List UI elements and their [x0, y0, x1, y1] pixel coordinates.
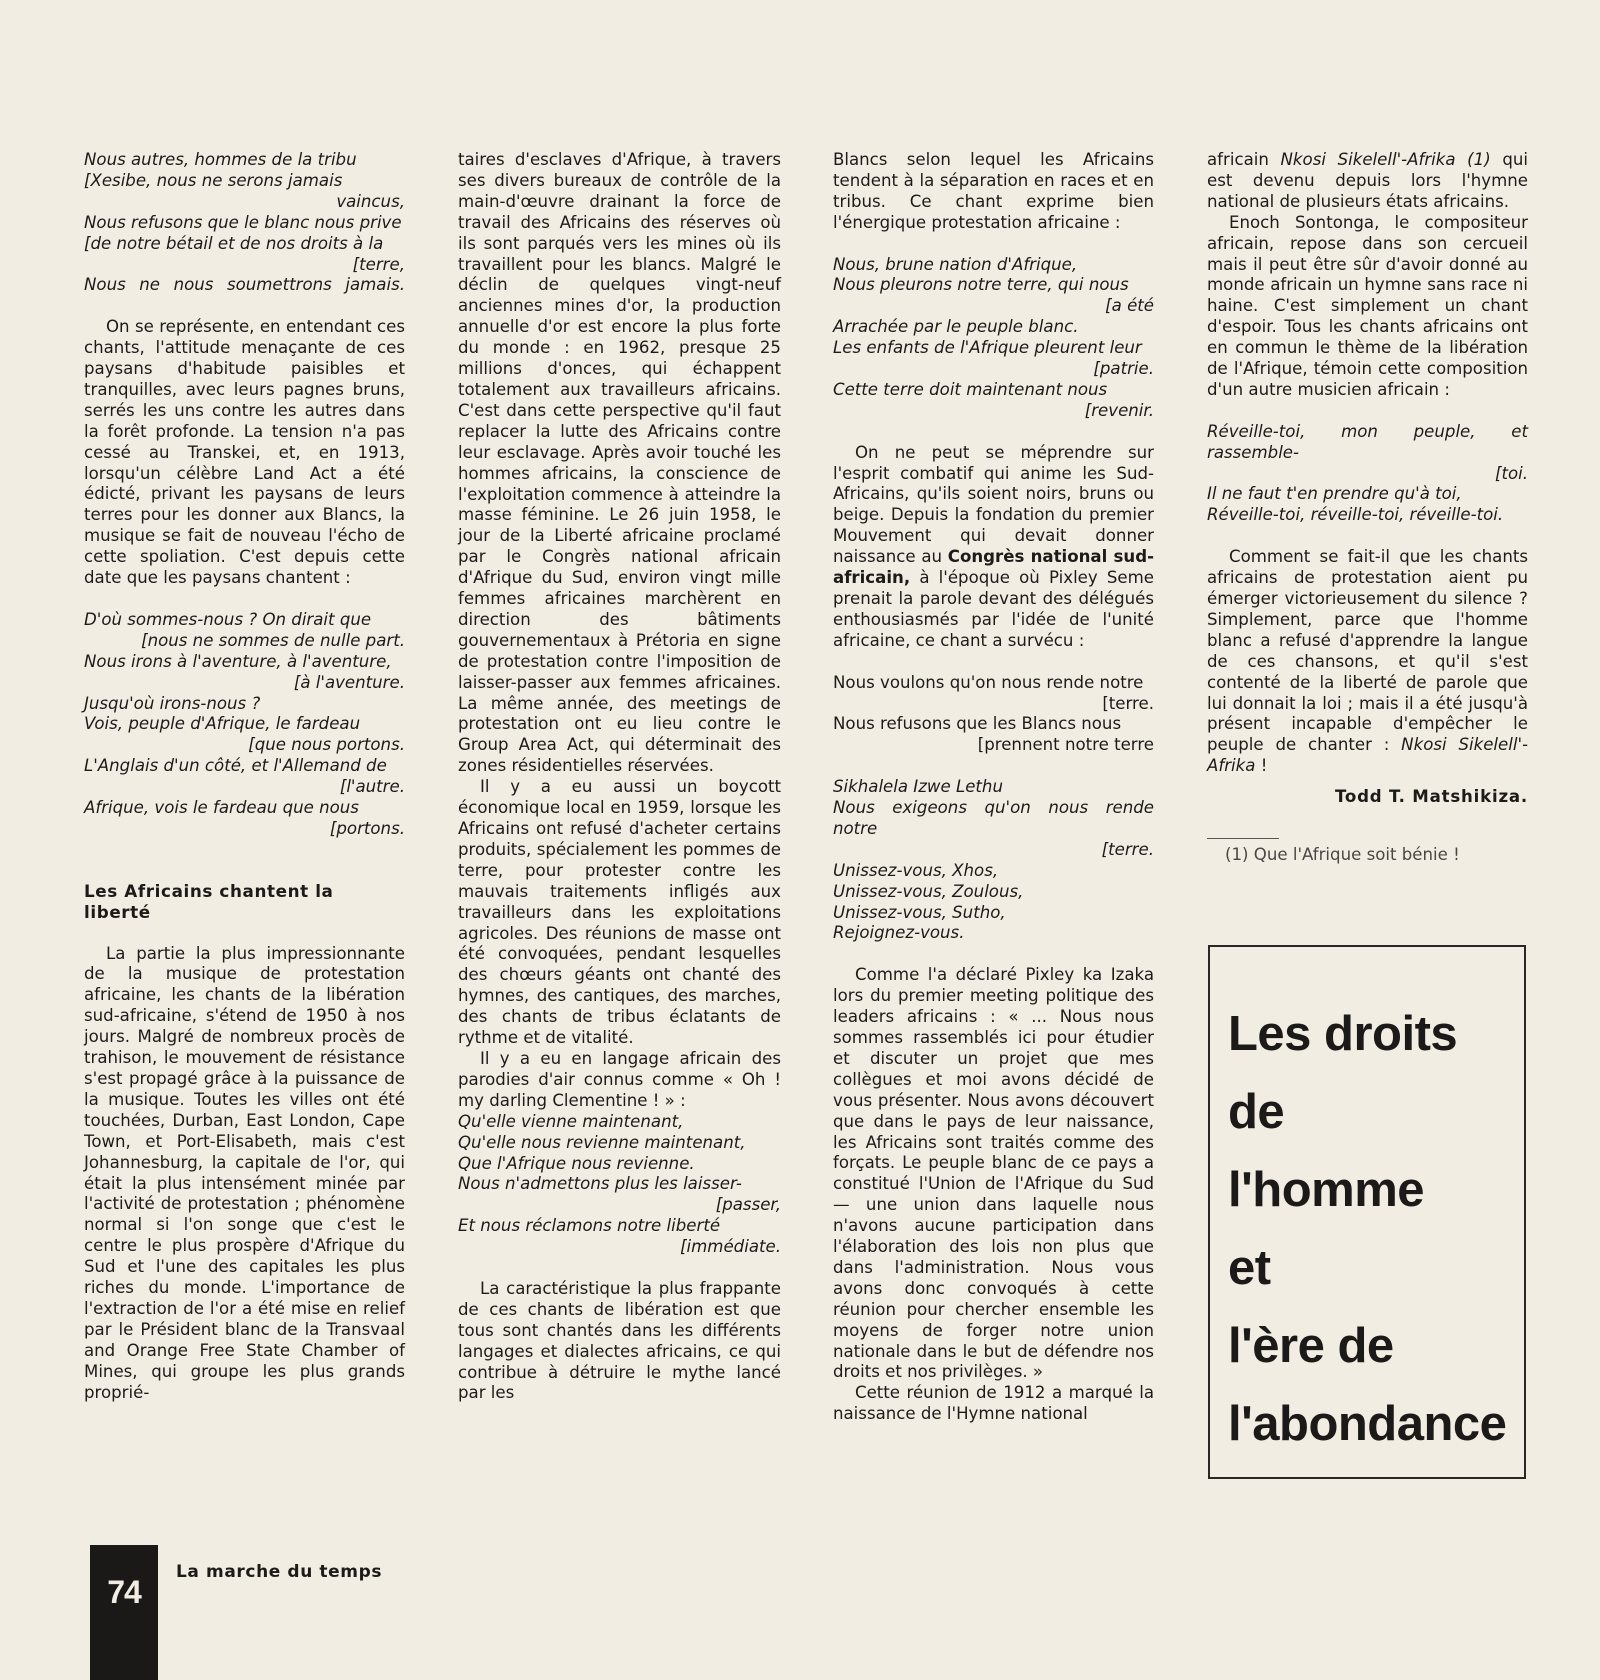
body-paragraph: On se représente, en entendant ces chants, l'attitude menaçante de ces paysans d'habitude paisibles et tranquilles, avec leurs pagnes bruns, serrés les uns contre les autres dans la forêt profonde. La tension n'a pas cessé au Transkei, et, en 1913, lorsqu'un célèbre Land Act a été édicté, privant les paysans de leurs terres pour les donner aux Blancs, la musique se fait de nouveau l'écho de cette spoliation. C'est depuis cette date que les paysans chantent :: [84, 317, 405, 588]
footnote: (1) Que l'Afrique soit bénie !: [1225, 845, 1460, 865]
verse-continuation: [passer,: [715, 1195, 781, 1215]
column-4: [1207, 150, 1528, 866]
body-paragraph: [1207, 150, 1528, 213]
verse-line: Nous pleurons notre terre, qui nous: [833, 275, 1129, 295]
verse-continuation: [toi.: [1494, 463, 1528, 483]
verse-continuation: [terre.: [1102, 693, 1154, 713]
text-run: à l'époque où Pixley Seme prenait la parole devant des délégués enthousiasmés par l'idée de l'unité africaine, ce chant a survécu :: [833, 568, 1154, 650]
anthem-title: Nkosi Sikelell'-Afrika: [1207, 735, 1528, 776]
body-paragraph: La caractéristique la plus frappante de ces chants de libération est que tous sont chantés dans les différents langages et dialectes africains, ce qui contribue à détruire le mythe lancé par les: [458, 1278, 781, 1403]
title-line: l'abondance: [1228, 1397, 1507, 1451]
article-title-box: [1208, 945, 1526, 1479]
article-title: [1228, 995, 1524, 1463]
verse-line: [Xesibe, nous ne serons jamais: [84, 170, 343, 190]
verse-line: Nous voulons qu'on nous rende notre: [833, 672, 1144, 692]
body-paragraph: taires d'esclaves d'Afrique, à travers ses divers bureaux de contrôle de la main-d'œuvre drainant la force de travail des Africains des réserves où ils sont parqués vers les mines où ils travaillent pour les blancs. Malgré le déclin de quelques vingt-neuf anciennes mines d'or, la production annuelle d'or est encore la plus forte du monde : en 1962, presque 25 millions d'onces, qui échappent totalement aux travailleurs africains. C'est dans cette perspective qu'il faut replacer la lutte des Africains contre leur esclavage. Après avoir touché les hommes africains, la conscience de l'exploitation commence à atteindre la masse féminine. Le 26 juin 1958, le jour de la Liberté africaine proclamé par le Congrès national africain d'Afrique du Sud, environ vingt mille femmes africaines marchèrent en direction des bâtiments gouvernementaux à Prétoria en signe de protestation contre l'imposition de laisser-passer aux femmes africaines. La même année, des meetings de protestation ont eu lieu contre le Group Area Act, qui déterminait des zones résidentielles réservées.: [458, 150, 781, 776]
poem-terre: [833, 673, 1154, 757]
verse-line: Nous n'admettons plus les laisser-: [458, 1174, 742, 1194]
text-run: Comment se fait-il que les chants africains de protestation aient pu émerger victorieusement du silence ? Simplement, parce que l'homme blanc a refusé d'apprendre la langue de ces chansons, et qu'il s'est contenté de la liberté de parole que lui donnait la loi ; mais il a été jusqu'à présent incapable d'empêcher le peuple de chanter :: [1207, 547, 1528, 755]
footnote-divider: [1207, 838, 1279, 839]
poem-reveille: [1207, 422, 1528, 527]
verse-line: Cette terre doit maintenant nous: [833, 379, 1108, 399]
body-paragraph: Il y a eu aussi un boycott économique local en 1959, lorsque les Africains ont refusé d'acheter certains produits, spécialement les pommes de terre, pour protester contre les mauvais traitements infligés aux travailleurs dans les exploitations agricoles. Des réunions de masse ont été convoquées, pendant lesquelles des chœurs géants ont chanté des hymnes, des cantiques, des marches, des chants de tribus éclatants de rythme et de vitalité.: [458, 777, 781, 1048]
verse-line: Unissez-vous, Sutho,: [833, 902, 1006, 922]
body-paragraph: [833, 443, 1154, 652]
verse-continuation: [à l'aventure.: [293, 672, 405, 692]
verse-continuation: vaincus,: [336, 191, 405, 211]
section-heading: Les Africains chantent la liberté: [84, 880, 334, 922]
column-1: [84, 150, 405, 1404]
verse-line: Unissez-vous, Xhos,: [833, 860, 999, 880]
verse-line: Nous exigeons qu'on nous rende notre: [833, 798, 1154, 838]
verse-continuation: [terre,: [352, 254, 405, 274]
verse-continuation: [que nous portons.: [248, 735, 405, 755]
emphasis-text: Congrès national sud-africain,: [833, 547, 1154, 588]
verse-continuation: [prennent notre terre: [977, 735, 1154, 755]
verse-line: Que l'Afrique nous revienne.: [458, 1153, 695, 1173]
poem-brune-nation: [833, 255, 1154, 422]
text-run: qui est devenu depuis lors l'hymne national de plusieurs états africains.: [1207, 150, 1528, 211]
verse-line: Sikhalela Izwe Lethu: [833, 777, 1003, 797]
verse-line: D'où sommes-nous ? On dirait que: [84, 609, 372, 629]
verse-line: Rejoignez-vous.: [833, 923, 965, 943]
verse-line: Nous irons à l'aventure, à l'aventure,: [84, 651, 392, 671]
verse-line: Qu'elle vienne maintenant,: [458, 1111, 684, 1131]
column-2: [458, 150, 781, 1404]
verse-line: Nous autres, hommes de la tribu: [84, 150, 357, 169]
body-paragraph: La partie la plus impressionnante de la musique de protestation africaine, les chants de la libération sud-africaine, s'étend de 1950 à nos jours. Malgré de nombreux procès de trahison, le mouvement de résistance s'est propagé grâce à la puissance de la musique. Toutes les villes ont été touchées, Durban, East London, Cape Town, et Port-Elisabeth, mais c'est Johannesburg, la capitale de l'or, qui était la plus intensément minée par l'activité de protestation ; phénomène normal si l'on songe que c'est le centre le plus prospère d'Afrique du Sud et l'une des capitales les plus riches du monde. L'importance de l'extraction de l'or a été mise en relief par le Président blanc de la Transvaal and Orange Free State Chamber of Mines, qui groupe les plus grands proprié-: [84, 943, 405, 1402]
verse-continuation: [patrie.: [1093, 359, 1154, 379]
verse-line: Qu'elle nous revienne maintenant,: [458, 1132, 746, 1152]
title-line: Les droits: [1228, 1007, 1458, 1061]
verse-line: Unissez-vous, Zoulous,: [833, 881, 1024, 901]
verse-continuation: [revenir.: [1084, 400, 1154, 420]
poem-sikhalela: [833, 777, 1154, 944]
verse-line: Jusqu'où irons-nous ?: [84, 693, 261, 713]
text-run: On ne peut se méprendre sur l'esprit combatif qui anime les Sud-Africains, qu'ils soient noirs, bruns ou beige. Depuis la fondation du premier Mouvement qui devait donner naissance au: [833, 442, 1154, 567]
verse-line: Et nous réclamons notre liberté: [458, 1216, 721, 1236]
running-footer-title: La marche du temps: [176, 1562, 383, 1582]
body-paragraph: Cette réunion de 1912 a marqué la naissance de l'Hymne national: [833, 1383, 1154, 1424]
verse-line: L'Anglais d'un côté, et l'Allemand de: [84, 756, 387, 776]
verse-line: Nous, brune nation d'Afrique,: [833, 254, 1078, 274]
title-line: l'ère de: [1228, 1319, 1394, 1373]
verse-line: Nous refusons que le blanc nous prive: [84, 212, 402, 232]
verse-continuation: [terre.: [1101, 839, 1154, 859]
page-number: 74: [107, 1574, 141, 1610]
body-paragraph: Enoch Sontonga, le compositeur africain, repose dans son cercueil mais il peut être sûr d'avoir donné au monde africain un hymne sans race ni haine. C'est simplement un chant d'espoir. Tous les chants africains ont en commun le thème de la libération de l'Afrique, témoin cette composition d'un autre musicien africain :: [1207, 212, 1528, 399]
body-paragraph: Il y a eu en langage africain des parodies d'air connus comme « Oh ! my darling Clementine ! » :: [458, 1048, 781, 1110]
verse-line: [de notre bétail et de nos droits à la: [84, 233, 384, 253]
poem-xesibe: [84, 150, 405, 296]
poem-aventure: [84, 610, 405, 840]
author-signature: Todd T. Matshikiza.: [1334, 787, 1528, 807]
verse-line: Nous ne nous soumettrons jamais.: [84, 275, 405, 295]
text-run: !: [1260, 756, 1268, 776]
verse-line: Afrique, vois le fardeau que nous: [84, 798, 359, 818]
verse-continuation: [immédiate.: [680, 1237, 781, 1257]
anthem-title: Nkosi Sikelell'-Afrika (1): [1280, 150, 1491, 169]
verse-continuation: [nous ne sommes de nulle part.: [141, 630, 405, 650]
title-line: et: [1228, 1241, 1271, 1295]
verse-line: Les enfants de l'Afrique pleurent leur: [833, 338, 1142, 358]
verse-continuation: [a été: [1105, 296, 1154, 316]
body-paragraph: Comme l'a déclaré Pixley ka Izaka lors du premier meeting politique des leaders africains : « ... Nous nous sommes rassemblés ici pour étudier et discuter un projet que mes collègues et moi avons décidé de vous présenter. Nous avons découvert que dans le pays de leur naissance, les Africains sont traités comme des forçats. Le peuple blanc de ce pays a constitué l'Union de l'Afrique du Sud — une union dans laquelle nous n'avons aucune participation dans l'élaboration des lois non plus que dans l'administration. Nous vous avons donc convoqués à cette réunion pour chercher ensemble les moyens de forger notre union nationale dans le but de défendre nos droits et nos privilèges. »: [833, 965, 1154, 1382]
column-3: [833, 150, 1154, 1425]
body-paragraph: [1207, 547, 1528, 777]
verse-continuation: [l'autre.: [339, 777, 405, 797]
body-paragraph: Blancs selon lequel les Africains tendent à la séparation en races et en tribus. Ce chant exprime bien l'énergique protestation africaine :: [833, 150, 1154, 232]
verse-line: Arrachée par le peuple blanc.: [833, 317, 1079, 337]
verse-continuation: [portons.: [329, 818, 405, 838]
text-run: africain: [1207, 150, 1269, 169]
title-line: l'homme: [1228, 1163, 1425, 1217]
page-number-bar: [90, 1545, 158, 1680]
poem-clementine: [458, 1112, 781, 1258]
verse-line: Nous refusons que les Blancs nous: [833, 714, 1122, 734]
title-line: de: [1228, 1085, 1285, 1139]
verse-line: Réveille-toi, mon peuple, et rassemble-: [1207, 421, 1528, 462]
verse-line: Vois, peuple d'Afrique, le fardeau: [84, 714, 361, 734]
verse-line: Il ne faut t'en prendre qu'à toi,: [1207, 484, 1462, 504]
verse-line: Réveille-toi, réveille-toi, réveille-toi.: [1207, 505, 1504, 525]
